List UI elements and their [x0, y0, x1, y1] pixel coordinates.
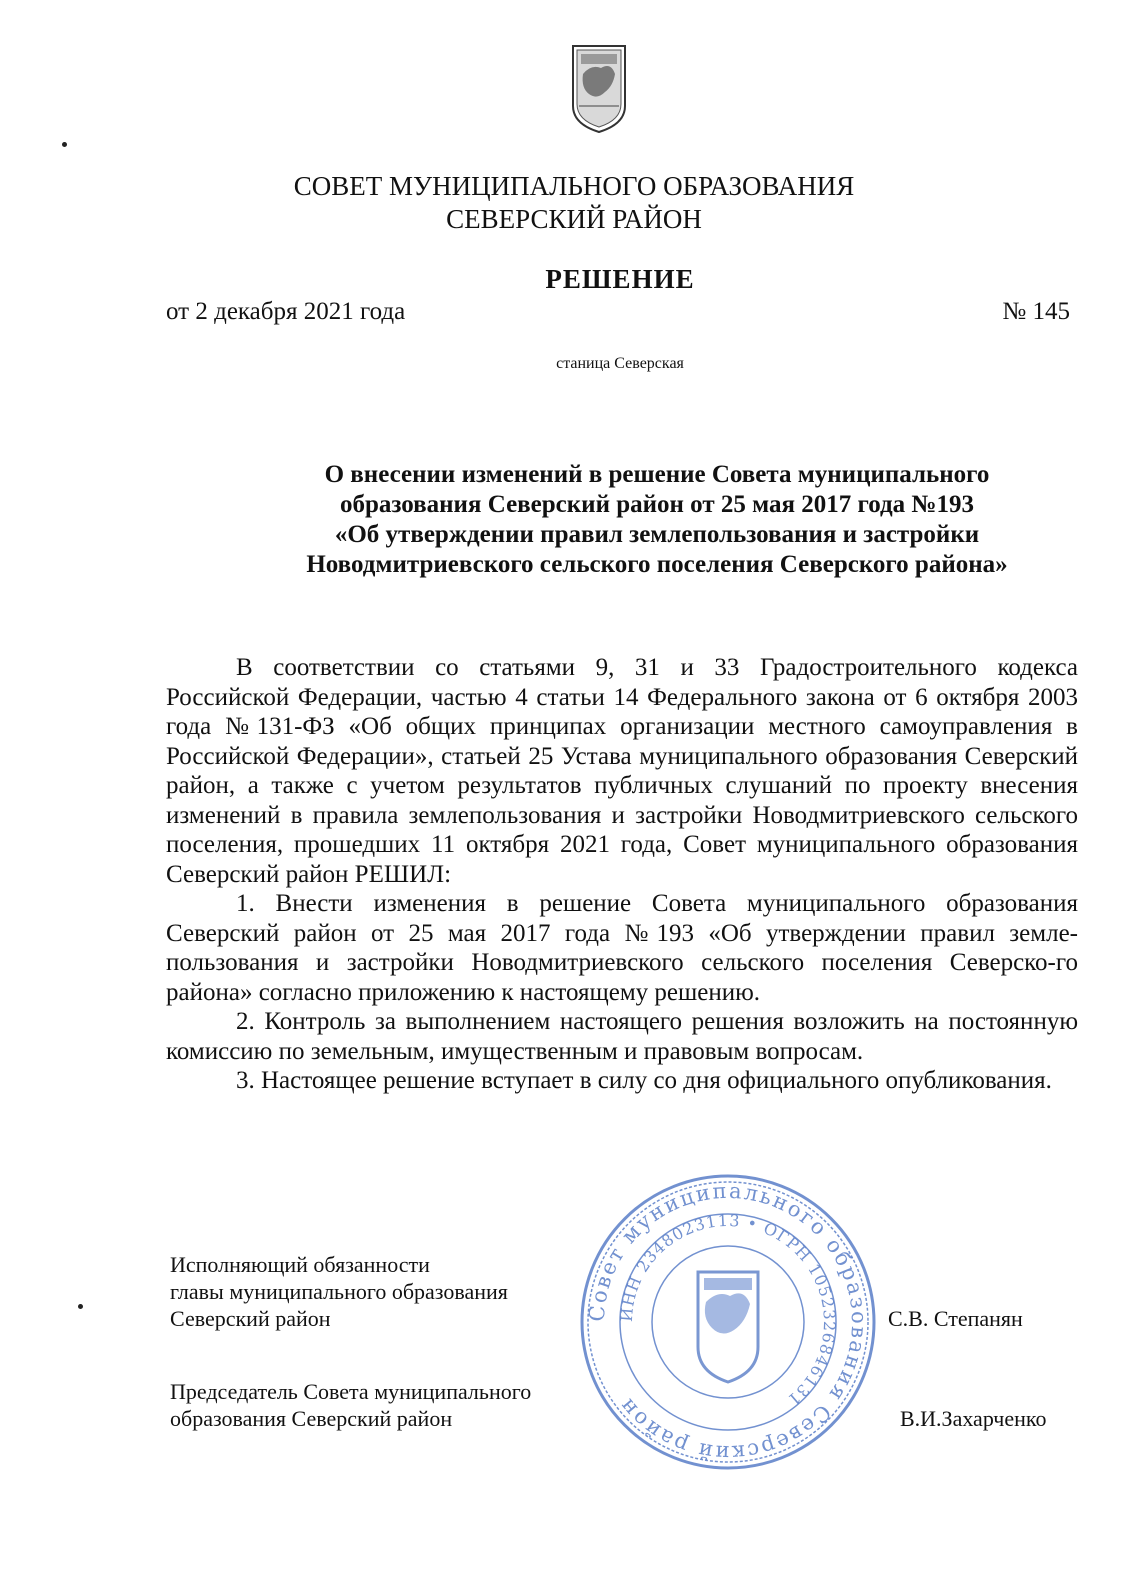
head-title-line-3: Северский район	[170, 1306, 331, 1331]
decision-item-2: 2. Контроль за выполнением настоящего решения возложить на постоянную комиссию по земельным, имущественным и правовым вопросам.	[166, 1008, 1078, 1065]
official-stamp	[578, 1172, 878, 1472]
document-date: от 2 декабря 2021 года	[166, 298, 406, 325]
council-heading	[0, 170, 1148, 236]
document-number: № 145	[1002, 298, 1070, 325]
document-body	[166, 653, 1078, 1096]
subject-line-4: Новодмитриевского сельского поселения Северского района»	[306, 551, 1008, 578]
subject-line-1: О внесении изменений в решение Совета муниципального	[324, 461, 990, 488]
chair-title-line-2: образования Северский район	[170, 1406, 453, 1431]
head-title-line-2: главы муниципального образования	[170, 1279, 508, 1304]
subject-line-3: «Об утверждении правил землепользования и застройки	[334, 521, 980, 548]
document-place: станица Северская	[556, 355, 684, 372]
signature-head-name: С.В. Степанян	[888, 1306, 1023, 1331]
council-line-1: СОВЕТ МУНИЦИПАЛЬНОГО ОБРАЗОВАНИЯ	[293, 171, 855, 201]
preamble-paragraph: В соответствии со статьями 9, 31 и 33 Градостроительного кодекса Российской Федерации, частью 4 статьи 14 Федерального закона от 6 октября 2003 года №131-ФЗ «Об общих принципах организации местного самоуправления в Российской Федерации», статьей 25 Устава муниципального образования Северский район, а также с учетом результатов публичных слушаний по проекту внесения изменений в правила землепользования и застройки Новодмитриевского сельского поселения, прошедших 11 октября 2021 года, Совет муниципального образования Северский район РЕШИЛ:	[166, 654, 1078, 888]
chair-title-line-1: Председатель Совета муниципального	[170, 1379, 532, 1404]
signature-head-title	[170, 1251, 508, 1332]
head-title-line-1: Исполняющий обязанности	[170, 1252, 430, 1277]
scan-speck	[62, 142, 67, 147]
stamp-outer-text: Совет муниципального образования Северский район	[584, 1178, 872, 1466]
document-subject	[166, 460, 1148, 580]
stamp-inner-text: ИНН 2348023113 • ОГРН 1052326846131	[616, 1210, 840, 1410]
decision-item-3: 3. Настоящее решение вступает в силу со дня официального опубликования.	[236, 1067, 1052, 1094]
document-type-title: РЕШЕНИЕ	[545, 264, 695, 294]
decision-item-1: 1. Внести изменения в решение Совета муниципального образования Северский район от 25 мая 2017 года №193 «Об утверждении правил земле-пользования и застройки Новодмитриевского сельского поселения Северско-го района» согласно приложению к настоящему решению.	[166, 890, 1078, 1006]
council-line-2: СЕВЕРСКИЙ РАЙОН	[446, 204, 702, 234]
subject-line-2: образования Северский район от 25 мая 2017 года №193	[339, 491, 975, 518]
stamp-emblem-icon	[698, 1272, 758, 1382]
coat-of-arms-emblem	[567, 44, 631, 134]
scan-speck	[78, 1304, 83, 1309]
signature-chair-name: В.И.Захарченко	[900, 1406, 1047, 1431]
signature-chair-title	[170, 1378, 531, 1432]
